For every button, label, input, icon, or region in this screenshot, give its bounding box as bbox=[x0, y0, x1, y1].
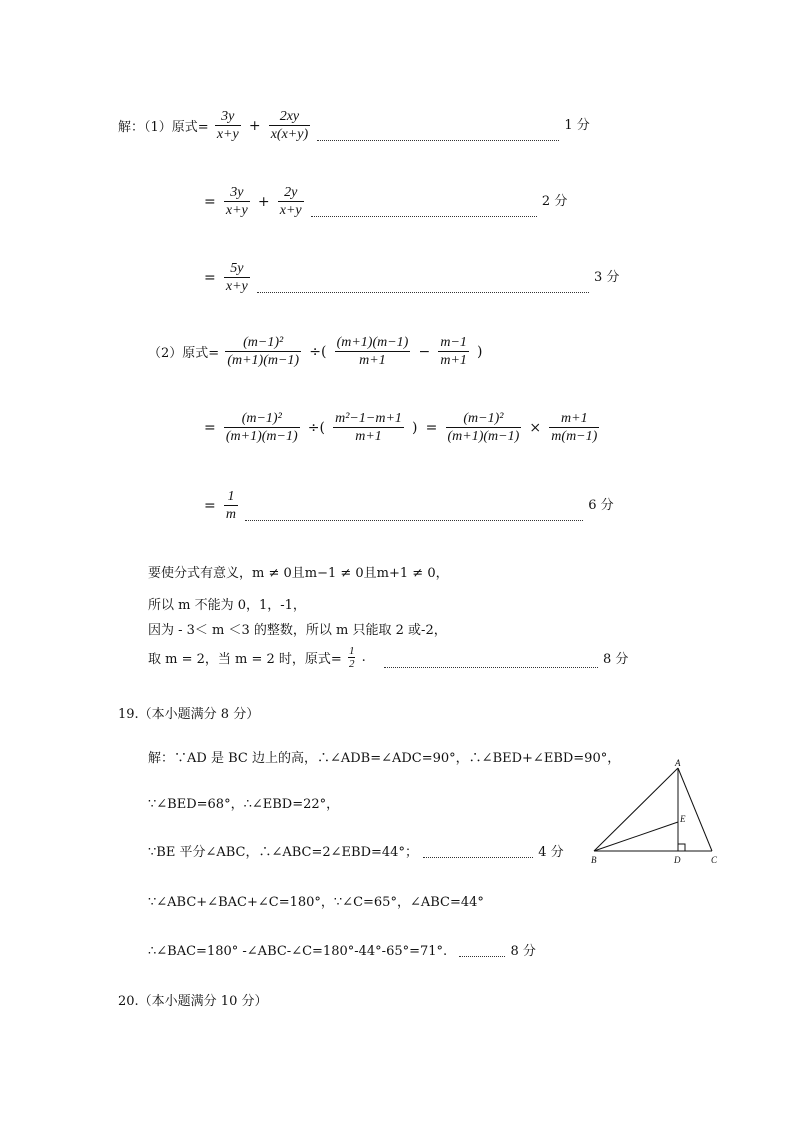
dot-leader bbox=[384, 666, 598, 668]
dot-leader bbox=[423, 856, 533, 858]
dot-leader bbox=[317, 139, 559, 141]
part1-fraction-b: $\frac{2xy}{x(x+y)}$ bbox=[270, 109, 309, 142]
segment-ac bbox=[678, 768, 712, 851]
dot-leader bbox=[257, 291, 589, 293]
part1-prefix: 解：（1）原式= bbox=[118, 120, 209, 135]
part2-condition: 要使分式有意义，m ≠ 0且m−1 ≠ 0且m+1 ≠ 0， bbox=[148, 566, 449, 581]
label-c: C bbox=[711, 855, 718, 865]
part1-fraction-c: $\frac{3y}{x+y}$ bbox=[225, 185, 248, 218]
right-angle-mark bbox=[678, 844, 685, 851]
dot-leader bbox=[245, 519, 583, 521]
part2-line2: = $\frac{\text{(m−1)²}}{(m+1)(m-1)}$ ÷( $\frac{\text{m²−1−m+1}}{m+1}$ ) = $\frac{\text{(m−1)²}}{(m+1)(m-1)}$ × $\frac{m+1}{m(m-1)}$ bbox=[204, 411, 598, 444]
q19-line5: ∴∠BAC=180° -∠ABC-∠C=180°-44°-65°=71°. 8 分 bbox=[148, 944, 536, 959]
segment-ab bbox=[594, 768, 678, 851]
part1-fraction-d: $\frac{2y}{x+y}$ bbox=[279, 185, 302, 218]
label-d: D bbox=[674, 855, 681, 865]
part2-range: 因为 - 3＜ m ＜3 的整数，所以 m 只能取 2 或-2， bbox=[148, 623, 447, 638]
q20-header: 20.（本小题满分 10 分） bbox=[118, 994, 268, 1009]
part2-line1: （2）原式= $\frac{\text{(m−1)²}}{(m+1)(m-1)}$ ÷( $\frac{(m+1)(m-1)}{m+1}$ − $\frac{m-1}{m+1}$ ) bbox=[148, 335, 483, 368]
part1-line2: = $\frac{3y}{x+y}$ + $\frac{2y}{x+y}$ 2 分 bbox=[204, 185, 568, 218]
q19-line1: 解：∵AD 是 BC 边上的高，∴∠ADB=∠ADC=90°，∴∠BED+∠EBD=90°， bbox=[148, 751, 621, 766]
q19-line4: ∵∠ABC+∠BAC+∠C=180°，∵∠C=65°，∠ABC=44° bbox=[148, 895, 484, 910]
score: 1 分 bbox=[564, 118, 590, 133]
score: 2 分 bbox=[541, 194, 568, 209]
part2-fraction-result: $\frac{1}{m}$ bbox=[225, 489, 236, 522]
part2-cannot: 所以 m 不能为 0，1，-1， bbox=[148, 598, 306, 613]
dot-leader bbox=[311, 215, 537, 217]
part1-fraction-a: $\frac{3y}{x+y}$ bbox=[216, 109, 239, 142]
part2-line3: = $\frac{1}{m}$ 6 分 bbox=[204, 489, 614, 522]
half-fraction: $\frac{1}{2}$ bbox=[348, 645, 355, 670]
label-e: E bbox=[680, 814, 686, 824]
part2-fraction-e: $\frac{\text{m²−1−m+1}}{m+1}$ bbox=[335, 411, 402, 444]
score: 4 分 bbox=[538, 845, 564, 860]
part2-fraction-g: $\frac{m+1}{m(m-1)}$ bbox=[551, 411, 598, 444]
part2-fraction-b: $\frac{(m+1)(m-1)}{m+1}$ bbox=[336, 335, 409, 368]
score: 3 分 bbox=[594, 270, 620, 285]
triangle-figure bbox=[586, 758, 726, 870]
part1-line3: = $\frac{5y}{x+y}$ 3 分 bbox=[204, 261, 620, 294]
part2-fraction-a: $\frac{\text{(m−1)²}}{(m+1)(m-1)}$ bbox=[227, 335, 300, 368]
q19-line2: ∵∠BED=68°，∴∠EBD=22°， bbox=[148, 797, 340, 812]
part2-fraction-c: $\frac{m-1}{m+1}$ bbox=[440, 335, 467, 368]
q19-header: 19.（本小题满分 8 分） bbox=[118, 707, 260, 722]
part1-fraction-e: $\frac{5y}{x+y}$ bbox=[225, 261, 248, 294]
part1-line1: 解：（1）原式= $\frac{3y}{x+y}$ + $\frac{2xy}{x(x+y)}$ 1 分 bbox=[118, 109, 590, 142]
label-b: B bbox=[591, 855, 597, 865]
score: 6 分 bbox=[588, 498, 614, 513]
score: 8 分 bbox=[603, 652, 629, 667]
segment-be bbox=[594, 822, 678, 851]
q19-line3: ∵BE 平分∠ABC，∴∠ABC=2∠EBD=44°； 4 分 bbox=[148, 845, 564, 860]
part2-fraction-d: $\frac{\text{(m−1)²}}{(m+1)(m-1)}$ bbox=[225, 411, 298, 444]
score: 8 分 bbox=[510, 944, 536, 959]
dot-leader bbox=[459, 955, 505, 957]
part2-fraction-f: $\frac{\text{(m−1)²}}{(m+1)(m-1)}$ bbox=[447, 411, 520, 444]
part2-take: 取 m = 2，当 m = 2 时，原式= $\frac{1}{2}$ . 8 分 bbox=[148, 645, 629, 670]
label-a: A bbox=[675, 758, 681, 768]
